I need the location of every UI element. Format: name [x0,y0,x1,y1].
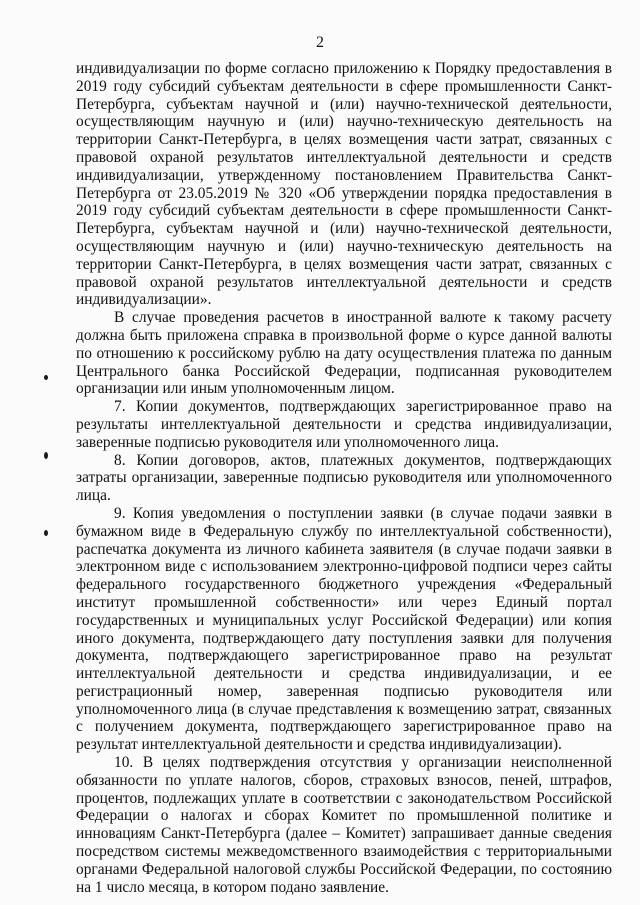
paragraph-currency-note: В случае проведения расчетов в иностранной валюте к такому расчету должна быть приложена справка в произвольной форме о курсе данной валюты по отношению к российскому рублю на дату осуществления платежа по данным Центрального банка Российской Федерации, подписанная руководителем организации или иным уполномоченным лицом. [76,309,612,398]
scan-mark [44,375,48,380]
page-number: 2 [316,34,324,51]
paragraph-continuation: индивидуализации по форме согласно приложению к Порядку предоставления в 2019 году субсидий субъектам деятельности в сфере промышленности Санкт-Петербурга, субъектам научной и (или) научно-технической деятельности, осуществляющим научную и (или) научно-техническую деятельность на территории Санкт-Петербурга, в целях возмещения части затрат, связанных с правовой охраной результатов интеллектуальной деятельности и средств индивидуализации, утвержденному постановлением Правительства Санкт-Петербурга от 23.05.2019 № 320 «Об утверждении порядка предоставления в 2019 году субсидий субъектам деятельности в сфере промышленности Санкт-Петербурга, субъектам научной и (или) научно-технической деятельности, осуществляющим научную и (или) научно-техническую деятельность на территории Санкт-Петербурга, в целях возмещения части затрат, связанных с правовой охраной результатов интеллектуальной деятельности и средств индивидуализации». [76,60,612,309]
paragraph-item-7: 7. Копии документов, подтверждающих зарегистрированное право на результаты интеллектуальной деятельности и средства индивидуализации, заверенные подписью руководителя или уполномоченного лица. [76,398,612,451]
paragraph-item-9: 9. Копия уведомления о поступлении заявки (в случае подачи заявки в бумажном виде в Федеральную службу по интеллектуальной собственности), распечатка документа из личного кабинета заявителя (в случае подачи заявки в электронном виде с использованием электронно-цифровой подписи через сайты федерального государственного бюджетного учреждения «Федеральный институт промышленной собственности» или через Единый портал государственных и муниципальных услуг Российской Федерации) или копия иного документа, подтверждающего дату поступления заявки для получения документа, подтверждающего зарегистрированное право на результат интеллектуальной деятельности и средства индивидуализации, и ее регистрационный номер, заверенная подписью руководителя или уполномоченного лица (в случае представления к возмещению затрат, связанных с получением документа, подтверждающего зарегистрированное право на результат интеллектуальной деятельности и средства индивидуализации). [76,504,612,754]
paragraph-item-8: 8. Копии договоров, актов, платежных документов, подтверждающих затраты организации, заверенные подписью руководителя или уполномоченного лица. [76,451,612,505]
scan-mark [44,530,48,536]
document-body [76,60,612,896]
scan-mark [44,452,48,459]
paragraph-item-10: 10. В целях подтверждения отсутствия у организации неисполненной обязанности по уплате налогов, сборов, страховых взносов, пеней, штрафов, процентов, подлежащих уплате в соответствии с законодательством Российской Федерации о налогах и сборах Комитет по промышленной политике и инновациям Санкт-Петербурга (далее – Комитет) запрашивает данные сведения посредством системы межведомственного взаимодействия с территориальными органами Федеральной налоговой службы Российской Федерации, по состоянию на 1 число месяца, в котором подано заявление. [76,754,612,896]
